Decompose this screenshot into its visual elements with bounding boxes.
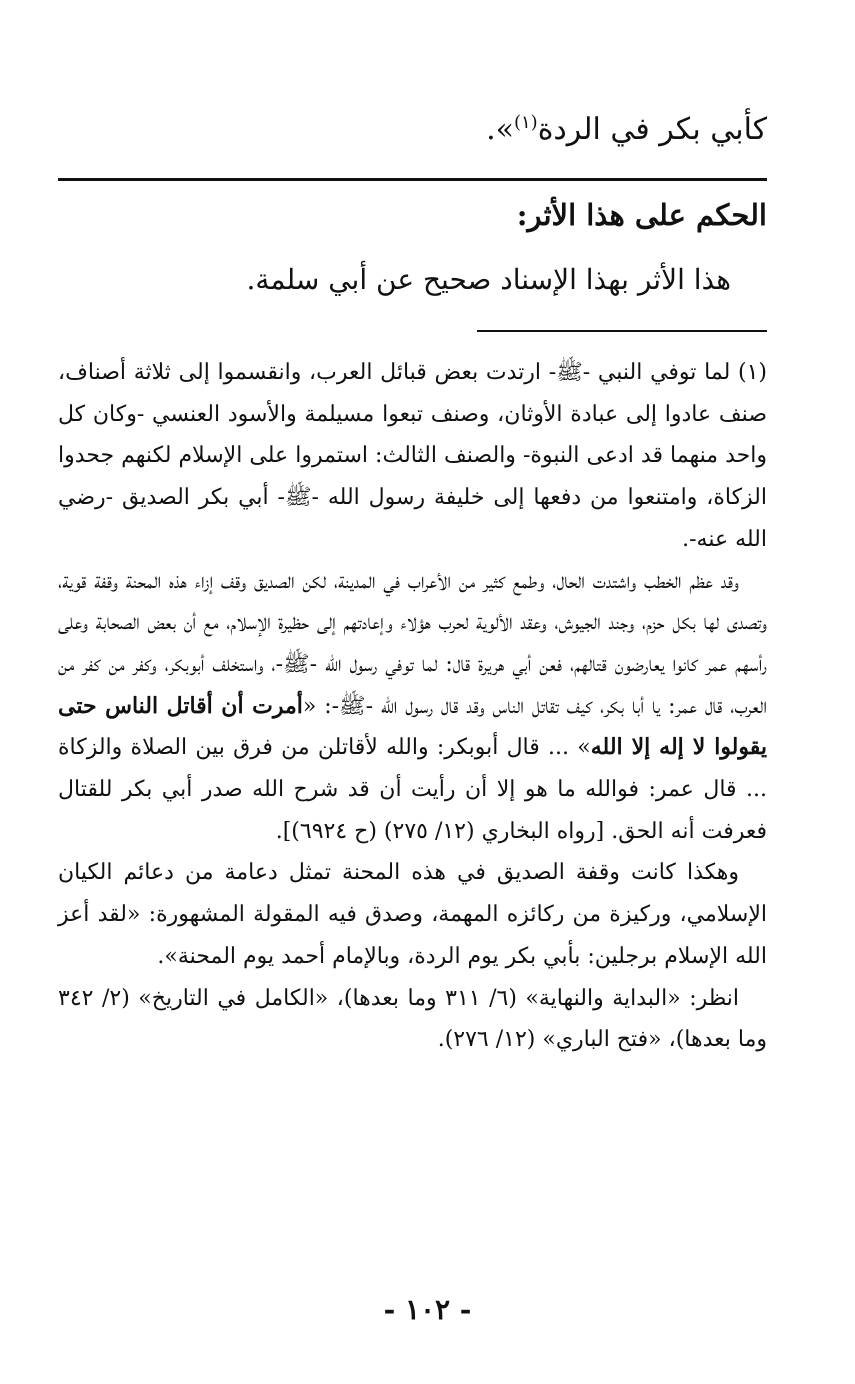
- page-number: - ١٠٢ -: [383, 1293, 472, 1326]
- footnote-paragraph-2-text: وقد عظم الخطب واشتدت الحال، وطمع كثير من الأعراب في المدينة، لكن الصديق وقف إزاء هذه المحنة وقفة قوية، وتصدى لها بكل حزم، وجند الجيوش، وعقد الألوية لحرب هؤلاء وإعادتهم إلى حظيرة الإسلام، مع أن بعض الصحابة وعلى رأسهم عمر كانوا يعارضون قتالهم، فعن أبي هريرة قال: لما توفي رسول الله -ﷺ-، واستخلف أبوبكر، وكفر من كفر من العرب، قال عمر: يا أبا بكر، كيف تقاتل الناس وقد قال رسول الله -ﷺ-: «: [58, 568, 767, 719]
- footnote-paragraph-2-text-end: » ... قال أبوبكر: والله لأقاتلن من فرق بين الصلاة والزكاة ... قال عمر: فوالله ما هو إلا أن رأيت أن قد شرح الله صدر أبي بكر للقتال فعرفت أنه الحق. [رواه البخاري (١٢/ ٢٧٥) (ح ٦٩٢٤)].: [58, 735, 767, 844]
- section-divider: [58, 178, 767, 181]
- continued-text: كأبي بكر في الردة: [537, 112, 767, 147]
- verdict-text: هذا الأثر بهذا الإسناد صحيح عن أبي سلمة.: [246, 263, 731, 296]
- footnote-paragraph-1: (١) لما توفي النبي -ﷺ- ارتدت بعض قبائل العرب، وانقسموا إلى ثلاثة أصناف، صنف عادوا إلى عبادة الأوثان، وصنف تبعوا مسيلمة والأسود العنسي -وكان كل واحد منهما قد ادعى النبوة- والصنف الثالث: استمروا على الإسلام لكنهم جحدوا الزكاة، وامتنعوا من دفعها إلى خليفة رسول الله -ﷺ- أبي بكر الصديق -رضي الله عنه-.: [58, 360, 767, 552]
- hadith-quote: أمرت أن أقاتل الناس حتى يقولوا لا إله إلا الله: [58, 692, 767, 761]
- footnote-paragraph-4: انظر: «البداية والنهاية» (٦/ ٣١١ وما بعدها)، «الكامل في التاريخ» (٢/ ٣٤٢ وما بعدها)، «فتح الباري» (١٢/ ٢٧٦).: [58, 985, 767, 1053]
- footnote-reference: (١): [513, 112, 538, 133]
- footnote-block: [58, 352, 767, 1061]
- page-body: [58, 0, 767, 1384]
- section-heading: الحكم على هذا الأثر:: [516, 198, 767, 232]
- footnote-paragraph-2: [58, 561, 767, 853]
- continued-text-line: [58, 108, 767, 152]
- closing-quote: ».: [486, 112, 514, 147]
- footnote-separator: [477, 330, 767, 332]
- footnote-paragraph-3: وهكذا كانت وقفة الصديق في هذه المحنة تمثل دعامة من دعائم الكيان الإسلامي، وركيزة من ركائزه المهمة، وصدق فيه المقولة المشهورة: «لقد أعز الله الإسلام برجلين: بأبي بكر يوم الردة، وبالإمام أحمد يوم المحنة».: [58, 860, 767, 969]
